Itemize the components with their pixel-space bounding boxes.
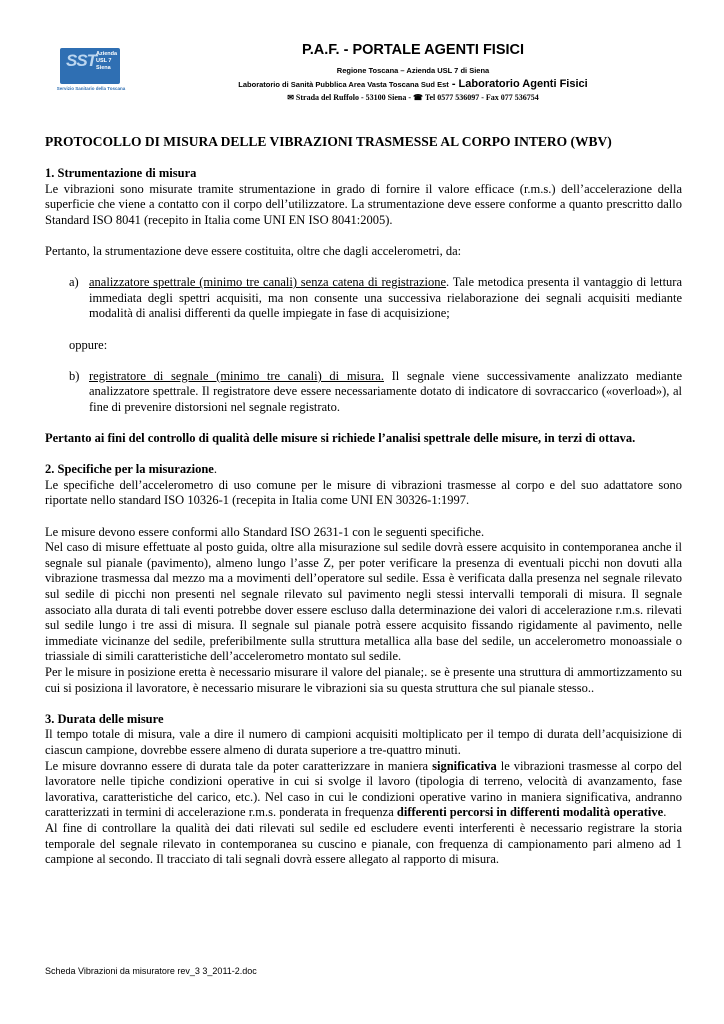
logo-org: Azienda USL 7 Siena	[96, 51, 118, 71]
section-3-paragraph-1: Il tempo totale di misura, vale a dire il numero di campioni acquisiti moltiplicato per il tempo di durata dell’acquisizione di ciascun campione, dovrebbe essere almeno di durata superiore a tre-quattro minuti.	[45, 727, 682, 757]
logo	[56, 48, 126, 98]
address-text: Strada del Ruffolo - 53100 Siena -	[295, 93, 412, 102]
lab-separator: -	[448, 78, 459, 90]
section-2-heading-end: .	[213, 462, 217, 477]
list-item-b	[45, 369, 682, 416]
oppure-text: oppure:	[69, 337, 108, 352]
section-2-paragraph-3: Nel caso di misure effettuate al posto guida, oltre alla misurazione sul sedile dovrà essere acquisito in contemporanea anche il segnale sul pianale (pavimento), almeno lungo l’asse Z, per poter verificare la presenza di eventuali picchi non dovuti alla vibrazione trasmessa dal mezzo ma a movimenti dell’operatore sul sedile. Essa è verificata dalla presenza nel segnale rilevato sul sedile di picchi non presenti nel segnale rilevato sul pavimento negli stessi intervalli temporali di misura. Il segnale associato alla durata di tali eventi potrebbe dover essere escluso dalla determinazione dei valori di accelerazione r.m.s. rilevati sul sedile lungo i tre assi di misura. Il segnale sul pianale potrà essere acquisito fissando rigidamente al pavimento, nelle immediate vicinanze del sedile, preferibilmente sulla struttura metallica alla base del sedile, un accelerometro monoassiale o triassiale di simili caratteristiche dell’accelerometro montato sul sedile.	[45, 540, 682, 664]
section-2-heading-text: 2. Specifiche per la misurazione	[45, 462, 214, 477]
s3-p2-bold-2: differenti percorsi in differenti modalità operative	[396, 805, 664, 820]
portal-title: P.A.F. - PORTALE AGENTI FISICI	[301, 42, 525, 58]
document-body	[45, 134, 682, 868]
logo-caption: Servizio Sanitario della Toscana	[56, 86, 126, 91]
laboratory-line	[140, 78, 686, 90]
section-3-heading: 3. Durata delle misure	[45, 711, 164, 726]
list-marker-b: b)	[69, 368, 80, 383]
letterhead	[56, 40, 686, 106]
document-title: PROTOCOLLO DI MISURA DELLE VIBRAZIONI TRASMESSE AL CORPO INTERO (WBV)	[45, 134, 612, 149]
logo-badge	[60, 48, 120, 84]
option-a-title: analizzatore spettrale (minimo tre canali) senza catena di registrazione	[89, 275, 447, 290]
option-a-text: . Tale metodica presenta il vantaggio di lettura immediata degli spettri acquisiti, ma non consente una successiva rielaborazione dei segnali acquisiti mediante modalità di analisi differenti da quelle impiegate in fase di acquisizione;	[89, 275, 682, 321]
list-item-a	[45, 275, 682, 322]
lab-prefix: Laboratorio di Sanità Pubblica Area Vasta Toscana Sud Est	[238, 80, 449, 89]
section-1-paragraph-2: Pertanto, la strumentazione deve essere costituita, oltre che dagli accelerometri, da:	[45, 243, 462, 258]
envelope-icon: ✉	[287, 93, 294, 102]
section-3-paragraph-3: Al fine di controllare la qualità dei dati rilevati sul sedile ed escludere eventi interferenti è necessario registrare la storia temporale del segnale rilevato in contemporanea su cuscino e pianale, con frequenza di campionamento pari almeno ad 1 campione al secondo. Il tracciato di tali segnali dovrà essere allegato al rapporto di misura.	[45, 820, 682, 867]
section-1-heading: 1. Strumentazione di misura	[45, 166, 197, 180]
s3-p2-part-a: Le misure dovranno essere di durata tale da poter caratterizzare in maniera	[45, 758, 433, 773]
option-b-title: registratore di segnale (minimo tre canali) di misura.	[89, 368, 384, 383]
section-1-paragraph-1: Le vibrazioni sono misurate tramite strumentazione in grado di fornire il valore efficace (r.m.s.) dell’accelerazione della superficie che viene a contatto con il corpo dell’utilizzatore. La strumentazione deve essere conforme a quanto prescritto dallo Standard ISO 8041 (recepito in Italia come UNI EN ISO 8041:2005).	[45, 181, 682, 227]
section-2-paragraph-2: Le misure devono essere conformi allo Standard ISO 2631-1 con le seguenti specifiche.	[45, 524, 485, 539]
region-line: Regione Toscana – Azienda USL 7 di Siena	[336, 66, 490, 75]
list-marker-a: a)	[69, 275, 79, 290]
s3-p2-part-e: .	[663, 805, 667, 820]
s3-p2-part-c: le vibrazioni trasmesse al corpo del lavoratore nelle tipiche condizioni operative in cui si svolge il lavoro (tipologia di terreno, velocità di avanzamento, fase lavorativa, caratteristiche del carico, etc.). Nel caso in cui le condizioni operative varino in maniera significativa, andranno caratterizzati in termini di accelerazione r.m.s. ponderata in frequenza	[45, 758, 682, 820]
address-line	[140, 93, 686, 102]
section-2-paragraph-1: Le specifiche dell’accelerometro di uso comune per le misure di vibrazioni trasmesse al corpo e del suo adattatore sono riportate nello standard ISO 10326-1 (recepita in Italia come UNI EN 30326-1:1997.	[45, 477, 682, 508]
option-b-text: Il segnale viene successivamente analizzato mediante analizzatore spettrale. Il registratore deve essere necessariamente dotato di indicatore di sovraccarico («overload»), al fine di prevenire distorsioni nel segnale registrato.	[89, 368, 682, 414]
quality-note: Pertanto ai fini del controllo di qualità delle misure si richiede l’analisi spettrale delle misure, in terzi di ottava.	[45, 431, 636, 446]
section-3-paragraph-2	[45, 759, 682, 821]
section-2-heading	[45, 462, 682, 478]
lab-name: Laboratorio Agenti Fisici	[458, 78, 588, 90]
section-2-paragraph-4: Per le misure in posizione eretta è necessario misurare il valore del pianale;. se è presente una struttura di ammortizzamento su cui si posiziona il lavoratore, è necessario misurare le vibrazioni sia su questa struttura che sul pianale stesso..	[45, 665, 682, 695]
footer-filename: Scheda Vibrazioni da misuratore rev_3 3_2011-2.doc	[45, 966, 257, 976]
s3-p2-bold-1: significativa	[432, 758, 497, 773]
logo-text: SST	[66, 51, 97, 70]
telephone-icon: ☎	[413, 93, 423, 102]
phone-text: Tel 0577 536097 - Fax 077 536754	[424, 93, 539, 102]
